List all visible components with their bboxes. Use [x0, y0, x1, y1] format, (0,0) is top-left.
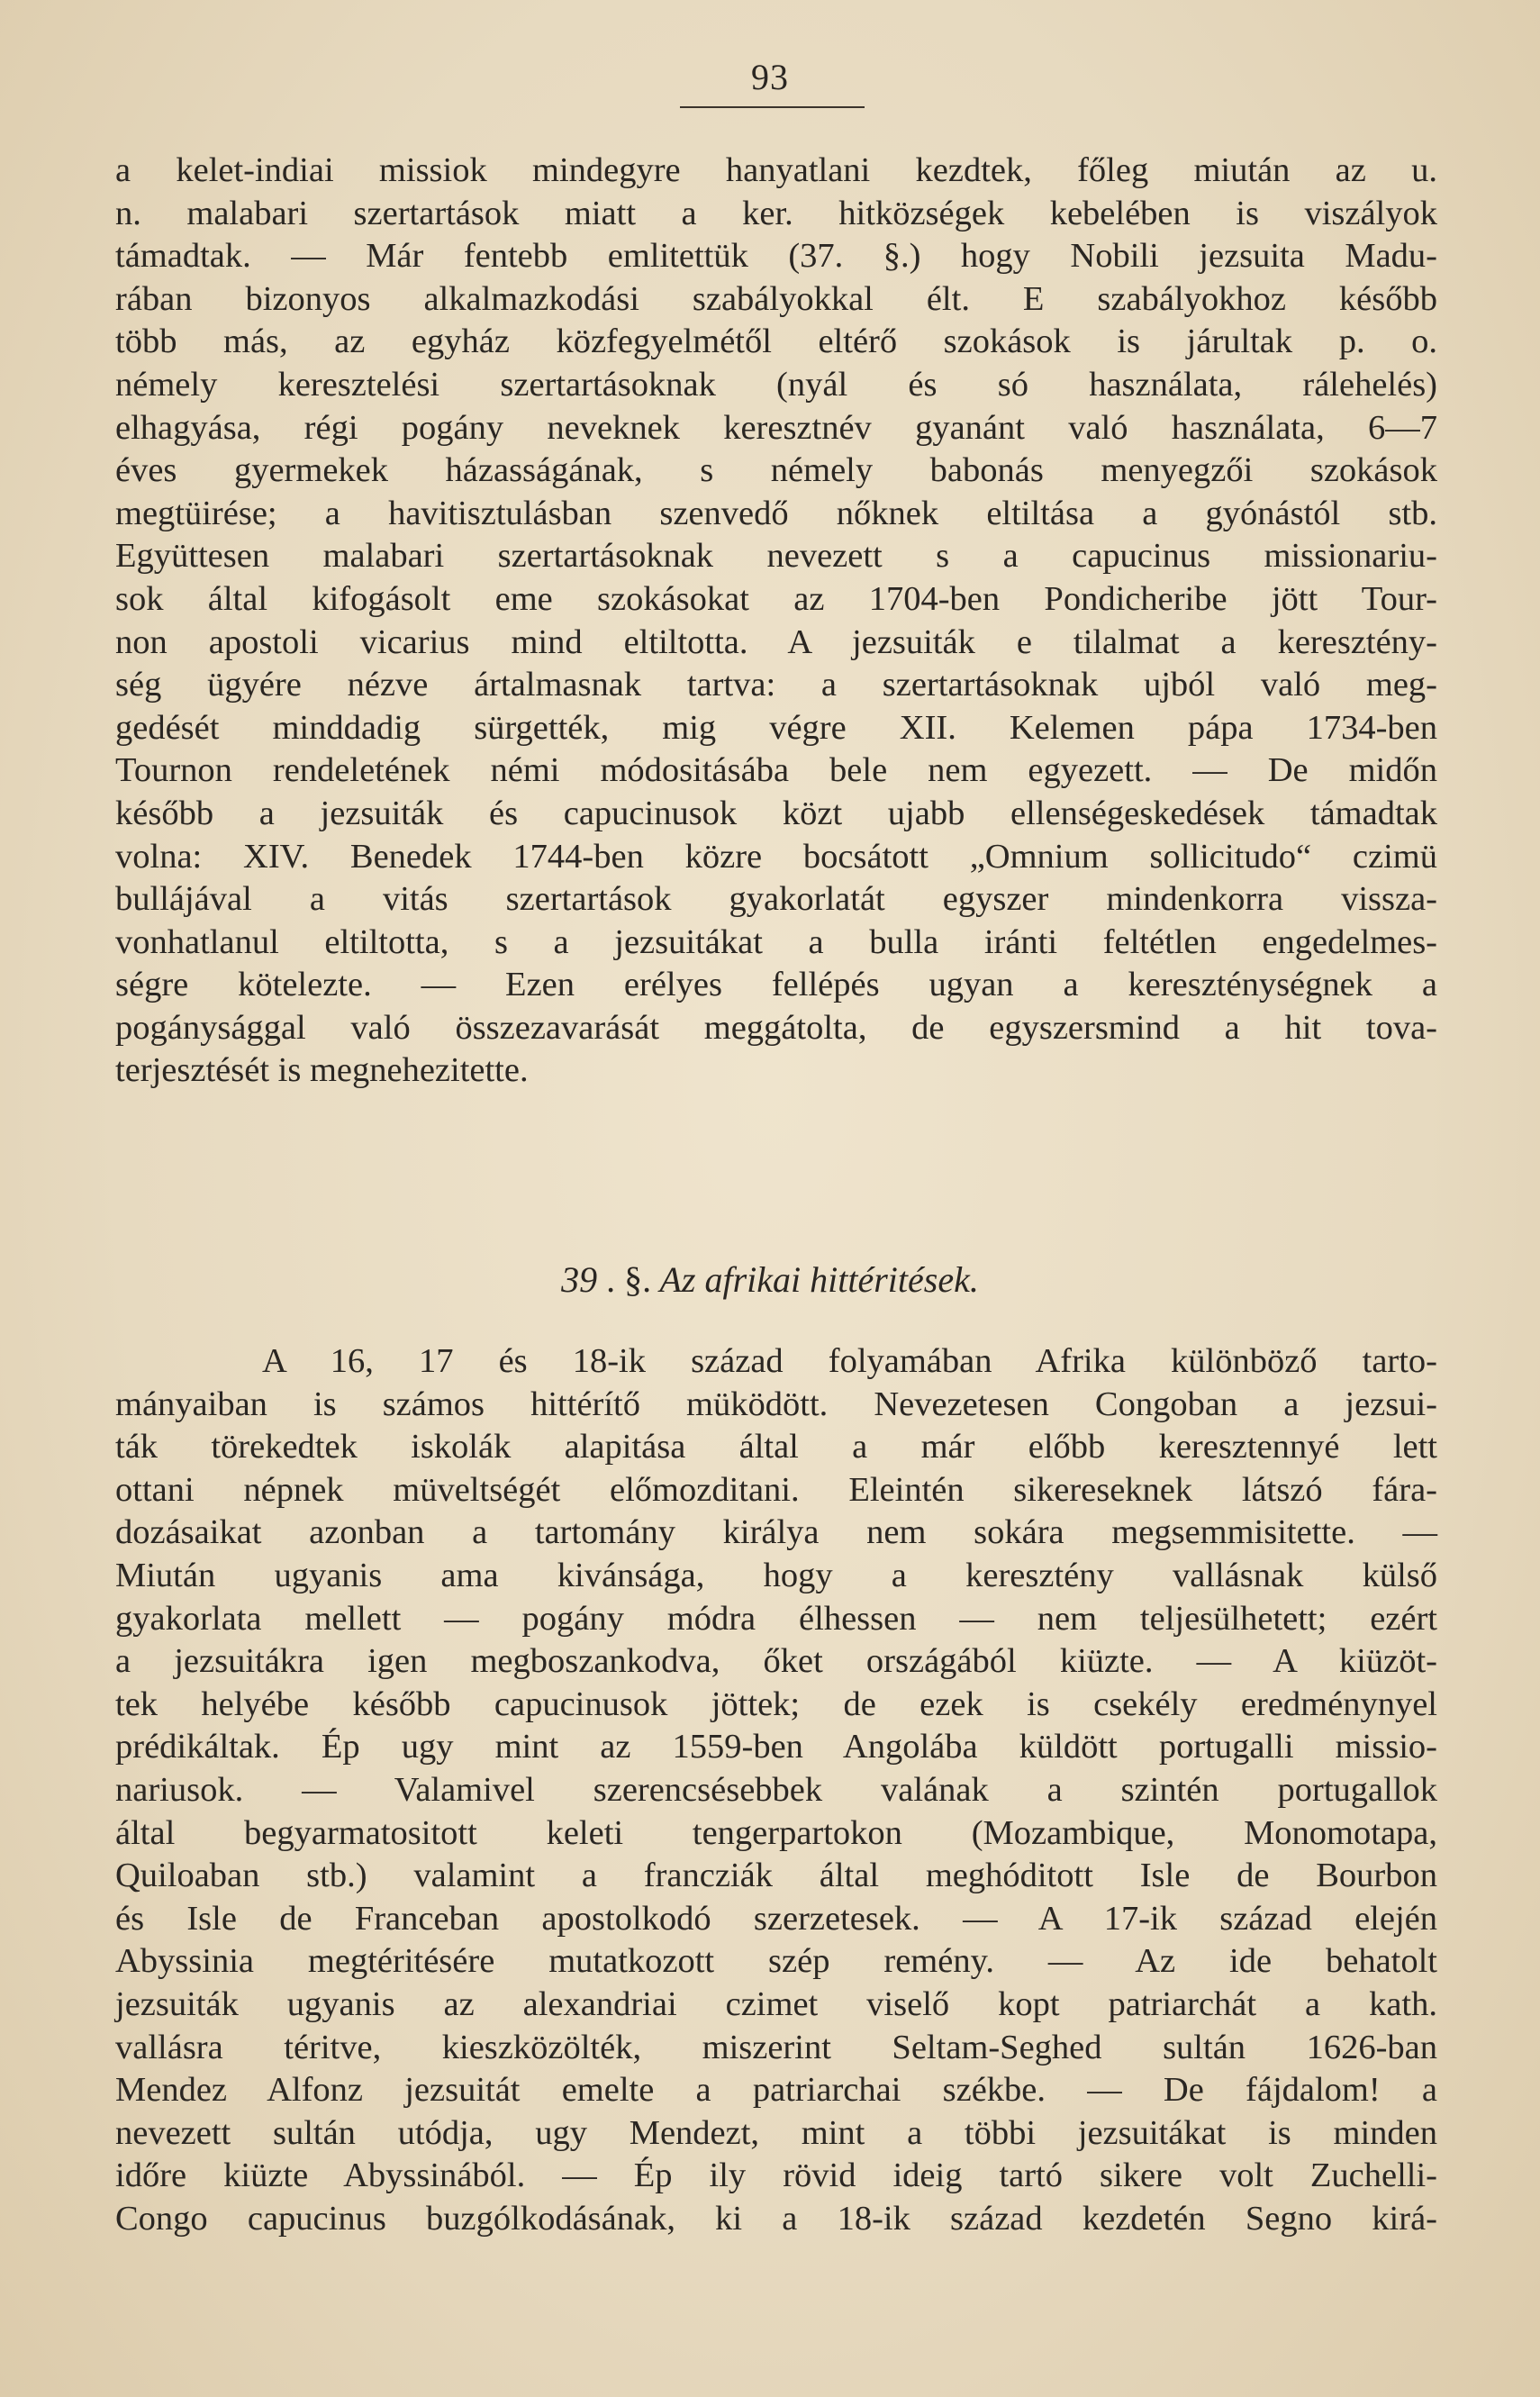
text-line: jezsuiták ugyanis az alexandriai czimet viselő kopt patriarchát a kath.	[115, 1984, 1437, 2023]
text-line: elhagyása, régi pogány neveknek keresztnév gyanánt való használata, 6—7	[115, 408, 1437, 447]
section-title: Az afrikai hittéritések.	[659, 1259, 979, 1300]
text-line: Congo capucinus buzgólkodásának, ki a 18-ik század kezdetén Segno kirá-	[115, 2199, 1437, 2238]
text-line: volna: XIV. Benedek 1744-ben közre bocsátott „Omnium sollicitudo“ czimü	[115, 837, 1437, 876]
text-line: támadtak. — Már fentebb emlitettük (37. §.) hogy Nobili jezsuita Madu-	[115, 237, 1437, 276]
text-line: vallásra téritve, kieszközölték, miszerint Seltam-Seghed sultán 1626-ban	[115, 2028, 1437, 2066]
text-line: némely keresztelési szertartásoknak (nyál és só használata, rálehelés)	[115, 365, 1437, 404]
text-line: ottani népnek müveltségét előmozditani. Eleintén sikereseknek látszó fára-	[115, 1470, 1437, 1509]
text-line: non apostoli vicarius mind eltiltotta. A jezsuiták e tilalmat a keresztény-	[115, 622, 1437, 661]
text-line: rában bizonyos alkalmazkodási szabályokkal élt. E szabályokhoz később	[115, 279, 1437, 318]
text-line: ségre kötelezte. — Ezen erélyes fellépés ugyan a kereszténységnek a	[115, 966, 1437, 1004]
text-line: Együttesen malabari szertartásoknak nevezett s a capucinus missionariu-	[115, 537, 1437, 576]
text-line: pogánysággal való összezavarását meggátolta, de egyszersmind a hit tova-	[115, 1008, 1437, 1047]
section-symbol: . §.	[606, 1259, 652, 1300]
section-number: 39	[561, 1259, 598, 1300]
text-line: terjesztését is megnehezitette.	[115, 1051, 529, 1090]
text-line: n. malabari szertartások miatt a ker. hitközségek kebelében is viszályok	[115, 194, 1437, 232]
text-line: megtüirése; a havitisztulásban szenvedő nőknek eltiltása a gyónástól stb.	[115, 494, 1437, 532]
text-line: Tournon rendeletének némi módositásába bele nem egyezett. — De midőn	[115, 751, 1437, 790]
text-line: gyakorlata mellett — pogány módra élhessen — nem teljesülhetett; ezért	[115, 1599, 1437, 1638]
header-rule	[680, 106, 865, 108]
text-line: bullájával a vitás szertartások gyakorlatát egyszer mindenkorra vissza-	[115, 880, 1437, 919]
text-line: Abyssinia megtéritésére mutatkozott szép remény. — Az ide behatolt	[115, 1942, 1437, 1981]
text-line: ség ügyére nézve ártalmasnak tartva: a szertartásoknak ujból való meg-	[115, 666, 1437, 704]
text-line: éves gyermekek házasságának, s némely babonás menyegzői szokások	[115, 451, 1437, 490]
text-line: nevezett sultán utódja, ugy Mendezt, mint a többi jezsuitákat is minden	[115, 2113, 1437, 2152]
text-line: vonhatlanul eltiltotta, s a jezsuitákat a bulla iránti feltétlen engedelmes-	[115, 922, 1437, 961]
text-line: időre kiüzte Abyssinából. — Ép ily rövid ideig tartó sikere volt Zuchelli-	[115, 2156, 1437, 2195]
text-line: Quiloaban stb.) valamint a francziák által meghóditott Isle de Bourbon	[115, 1857, 1437, 1895]
text-line: gedését minddadig sürgették, mig végre XII. Kelemen pápa 1734-ben	[115, 708, 1437, 747]
text-line: és Isle de Franceban apostolkodó szerzetesek. — A 17-ik század elején	[115, 1899, 1437, 1938]
text-line: később a jezsuiták és capucinusok közt ujabb ellenségeskedések támadtak	[115, 794, 1437, 832]
text-line: prédikáltak. Ép ugy mint az 1559-ben Angolába küldött portugalli missio-	[115, 1728, 1437, 1766]
text-line: mányaiban is számos hittérítő müködött. Nevezetesen Congoban a jezsui-	[115, 1385, 1437, 1423]
section-heading	[0, 1258, 1540, 1301]
text-line: A 16, 17 és 18-ik század folyamában Afrika különböző tarto-	[262, 1342, 1437, 1380]
text-line: sok által kifogásolt eme szokásokat az 1704-ben Pondicheribe jött Tour-	[115, 579, 1437, 618]
page-number: 93	[751, 57, 789, 97]
text-line: ták törekedtek iskolák alapitása által a már előbb keresztennyé lett	[115, 1428, 1437, 1466]
text-line: nariusok. — Valamivel szerencsésebbek valának a szintén portugallok	[115, 1770, 1437, 1809]
text-line: Miután ugyanis ama kivánsága, hogy a keresztény vallásnak külső	[115, 1556, 1437, 1594]
text-line: Mendez Alfonz jezsuitát emelte a patriarchai székbe. — De fájdalom! a	[115, 2071, 1437, 2110]
text-line: dozásaikat azonban a tartomány királya nem sokára megsemmisitette. —	[115, 1513, 1437, 1552]
text-line: több más, az egyház közfegyelmétől eltérő szokások is járultak p. o.	[115, 322, 1437, 361]
text-line: tek helyébe később capucinusok jöttek; de ezek is csekély eredménynyel	[115, 1684, 1437, 1723]
text-line: a jezsuitákra igen megboszankodva, őket országából kiüzte. — A kiüzöt-	[115, 1642, 1437, 1681]
paragraph-african-missions	[115, 1340, 1437, 2240]
text-line: által begyarmatositott keleti tengerpartokon (Mozambique, Monomotapa,	[115, 1813, 1437, 1852]
text-line: a kelet-indiai missiok mindegyre hanyatlani kezdtek, főleg miután az u.	[115, 151, 1437, 189]
paragraph-malabari-rites	[115, 150, 1437, 1093]
